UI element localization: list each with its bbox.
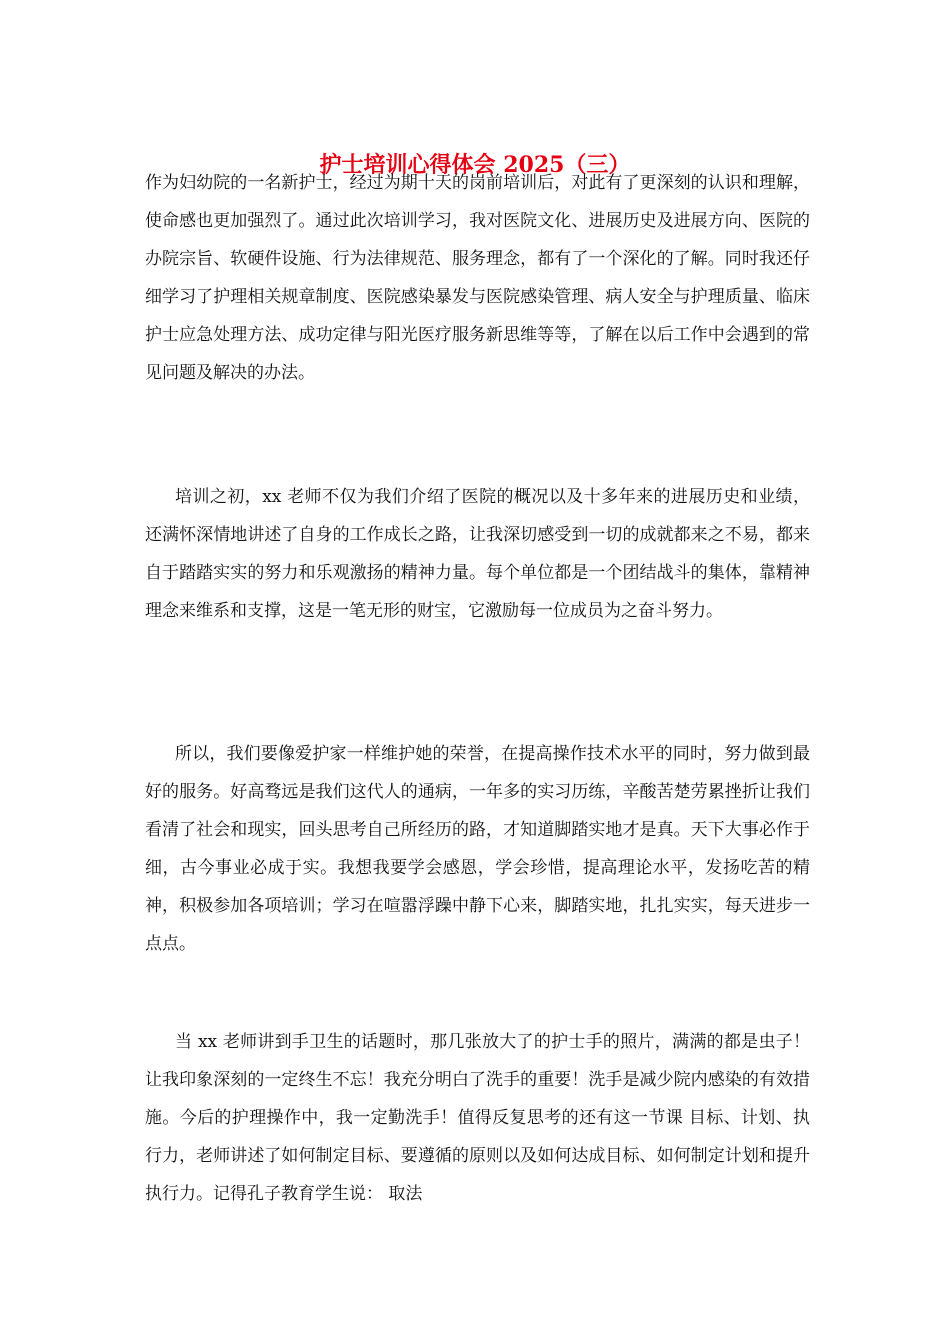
paragraph-2: 培训之初，xx 老师不仅为我们介绍了医院的概况以及十多年来的进展历史和业绩，还满怀深情地讲述了自身的工作成长之路，让我深切感受到一切的成就都来之不易，都来自于踏踏实实的努力和乐观激扬的精神力量。每个单位都是一个团结战斗的集体，靠精神理念来维系和支撑，这是一笔无形的财宝，它激励每一位成员为之奋斗努力。 bbox=[145, 487, 810, 621]
paragraph-4: 当 xx 老师讲到手卫生的话题时，那几张放大了的护士手的照片，满满的都是虫子！让我印象深刻的一定终生不忘！我充分明白了洗手的重要！洗手是减少院内感染的有效措施。今后的护理操作中，我一定勤洗手！值得反复思考的还有这一节课 目标、计划、执行力，老师讲述了如何制定目标、要遵循的原则以及如何达成目标、如何制定计划和提升执行力。记得孔子教育学生说： 取法 bbox=[145, 1032, 810, 1204]
paragraph-3: 所以，我们要像爱护家一样维护她的荣誉，在提高操作技术水平的同时，努力做到最好的服务。好高骛远是我们这代人的通病，一年多的实习历练，辛酸苦楚劳累挫折让我们看清了社会和现实，回头思考自己所经历的路，才知道脚踏实地才是真。天下大事必作于细，古今事业必成于实。我想我要学会感恩，学会珍惜，提高理论水平，发扬吃苦的精神，积极参加各项培训；学习在喧嚣浮躁中静下心来，脚踏实地，扎扎实实，每天进步一点点。 bbox=[145, 744, 810, 954]
paragraph-1: 作为妇幼院的一名新护士，经过为期十天的岗前培训后，对此有了更深刻的认识和理解，使命感也更加强烈了。通过此次培训学习，我对医院文化、进展历史及进展方向、医院的办院宗旨、软硬件设施、行为法律规范、服务理念，都有了一个深化的了解。同时我还仔细学习了护理相关规章制度、医院感染暴发与医院感染管理、病人安全与护理质量、临床护士应急处理方法、成功定律与阳光医疗服务新思维等等，了解在以后工作中会遇到的常见问题及解决的办法。 bbox=[145, 173, 810, 383]
document-title: 护士培训心得体会 2025（三） bbox=[319, 152, 631, 178]
